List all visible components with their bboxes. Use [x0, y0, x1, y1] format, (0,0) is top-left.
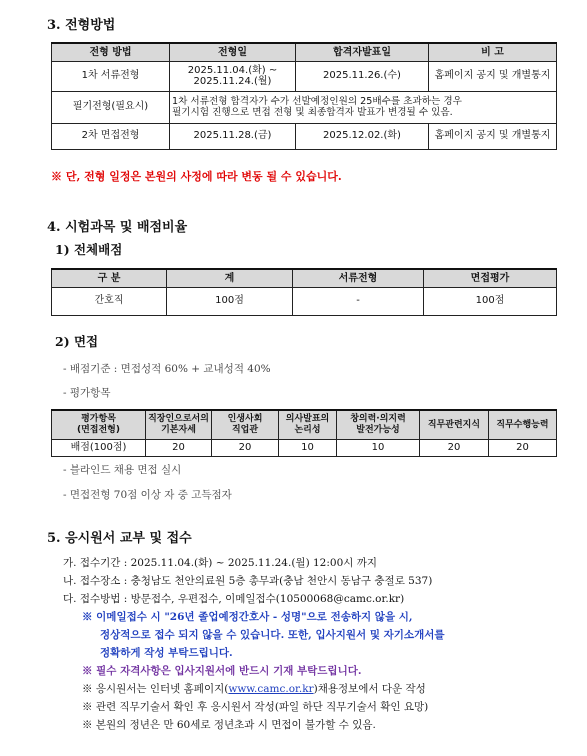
retirement-age-note: ※ 본원의 정년은 만 60세로 정년초과 시 면접이 불가할 수 있음.	[82, 719, 376, 731]
job-description-note: ※ 관련 직무기술서 확인 후 응시원서 작성(파일 하단 직무기술서 확인 요망)	[82, 701, 429, 713]
subsection-interview-title: 2) 면접	[55, 334, 99, 349]
cell-score: 20	[212, 439, 279, 456]
date-line1: 2025.11.04.(화) ~	[187, 64, 278, 76]
header-line: 직업관	[231, 424, 259, 435]
col-header-interview: 면접평가	[424, 269, 557, 287]
header-line: 기본자세	[161, 424, 196, 435]
score-criteria: - 배점기준 : 면접성적 60% + 교내성적 40%	[63, 363, 271, 375]
header-line: (면접전형)	[76, 424, 120, 435]
col-header-total: 계	[167, 269, 293, 287]
table-row	[52, 61, 557, 91]
table-row	[52, 91, 557, 123]
section5-title: 5. 응시원서 교부 및 접수	[47, 531, 192, 546]
cell-note: 홈페이지 공지 및 개별통지	[429, 123, 557, 149]
schedule-table	[51, 42, 557, 150]
header-line: 직장인으로서의	[148, 414, 209, 425]
cell-date	[170, 61, 296, 91]
cell-announce: 2025.12.02.(화)	[296, 123, 429, 149]
col-header-performance: 직무수행능력	[489, 410, 557, 439]
evaluation-items-label: - 평가항목	[63, 387, 111, 399]
email-notice-line3: 정확하게 작성 부탁드립니다.	[100, 647, 233, 659]
interview-evaluation-table	[51, 409, 557, 457]
download-note-pre: ※ 응시원서는 인터넷 홈페이지(	[82, 683, 229, 695]
cell-note: 홈페이지 공지 및 개별통지	[429, 61, 557, 91]
application-period: 가. 접수기간 : 2025.11.04.(화) ~ 2025.11.24.(월) 12:00시 까지	[63, 557, 378, 569]
cell-score: 10	[337, 439, 420, 456]
cell-score: 10	[279, 439, 337, 456]
passing-score-note: - 면접전형 70점 이상 자 중 고득점자	[63, 489, 232, 501]
email-notice-line1: ※ 이메일접수 시 "26년 졸업예정간호사 - 성명"으로 전송하지 않을 시,	[82, 611, 413, 623]
col-header-values	[212, 410, 279, 439]
total-score-table	[51, 268, 557, 316]
table-row	[52, 439, 557, 456]
cell-score: 20	[420, 439, 489, 456]
cell-method: 1차 서류전형	[52, 61, 170, 91]
cell-document: -	[293, 287, 424, 315]
cell-score: 20	[146, 439, 212, 456]
cell-merged-note	[170, 91, 557, 123]
cell-score-label: 배점(100점)	[52, 439, 146, 456]
cell-announce: 2025.11.26.(수)	[296, 61, 429, 91]
col-header-announce: 합격자발표일	[296, 43, 429, 61]
cell-category: 간호직	[52, 287, 167, 315]
cell-method: 2차 면접전형	[52, 123, 170, 149]
col-header-category: 구 분	[52, 269, 167, 287]
merged-line1: 1차 서류전형 합격자가 수가 선발예정인원의 25배수를 초과하는 경우	[172, 95, 462, 107]
download-note	[82, 681, 426, 696]
header-line: 평가항목	[81, 414, 116, 425]
required-qualification-notice: ※ 필수 자격사항은 입사지원서에 반드시 기재 부탁드립니다.	[82, 665, 362, 677]
cell-method: 필기전형(필요시)	[52, 91, 170, 123]
header-line: 논리성	[294, 424, 321, 435]
col-header-logic	[279, 410, 337, 439]
col-header-knowledge: 직무관련지식	[420, 410, 489, 439]
email-notice-line2: 정상적으로 접수 되지 않을 수 있습니다. 또한, 입사지원서 및 자기소개서를	[100, 629, 445, 641]
download-note-post: )채용정보에서 다운 작성	[313, 683, 426, 695]
section3-title: 3. 전형방법	[47, 18, 116, 33]
application-method: 다. 접수방법 : 방문접수, 우편접수, 이메일접수(10500068@camc.or.kr)	[63, 593, 405, 605]
header-line: 발전가능성	[356, 424, 400, 435]
col-header-attitude	[146, 410, 212, 439]
schedule-notice: ※ 단, 전형 일정은 본원의 사정에 따라 변동 될 수 있습니다.	[51, 170, 342, 183]
col-header-method: 전형 방법	[52, 43, 170, 61]
header-line: 창의력·의지력	[350, 414, 406, 425]
application-location: 나. 접수장소 : 충청남도 천안의료원 5층 총무과(충남 천안시 동남구 충절로 537)	[63, 575, 433, 587]
homepage-link[interactable]: www.camc.or.kr	[228, 683, 314, 695]
col-header-creativity	[337, 410, 420, 439]
cell-total: 100점	[167, 287, 293, 315]
section4-title: 4. 시험과목 및 배점비율	[47, 220, 188, 235]
cell-score: 20	[489, 439, 557, 456]
subsection-total-title: 1) 전체배점	[55, 242, 123, 257]
col-header-date: 전형일	[170, 43, 296, 61]
col-header-note: 비 고	[429, 43, 557, 61]
header-line: 인생사회	[227, 414, 263, 425]
cell-date: 2025.11.28.(금)	[170, 123, 296, 149]
table-row	[52, 287, 557, 315]
merged-line2: 필기시험 진행으로 면접 전형 및 최종합격자 발표가 변경될 수 있음.	[172, 107, 453, 118]
cell-interview: 100점	[424, 287, 557, 315]
table-row	[52, 123, 557, 149]
header-line: 의사발표의	[285, 414, 330, 425]
blind-hiring-note: - 블라인드 채용 면접 실시	[63, 464, 182, 476]
date-line2: 2025.11.24.(월)	[193, 76, 272, 87]
col-header-document: 서류전형	[293, 269, 424, 287]
col-header-item	[52, 410, 146, 439]
